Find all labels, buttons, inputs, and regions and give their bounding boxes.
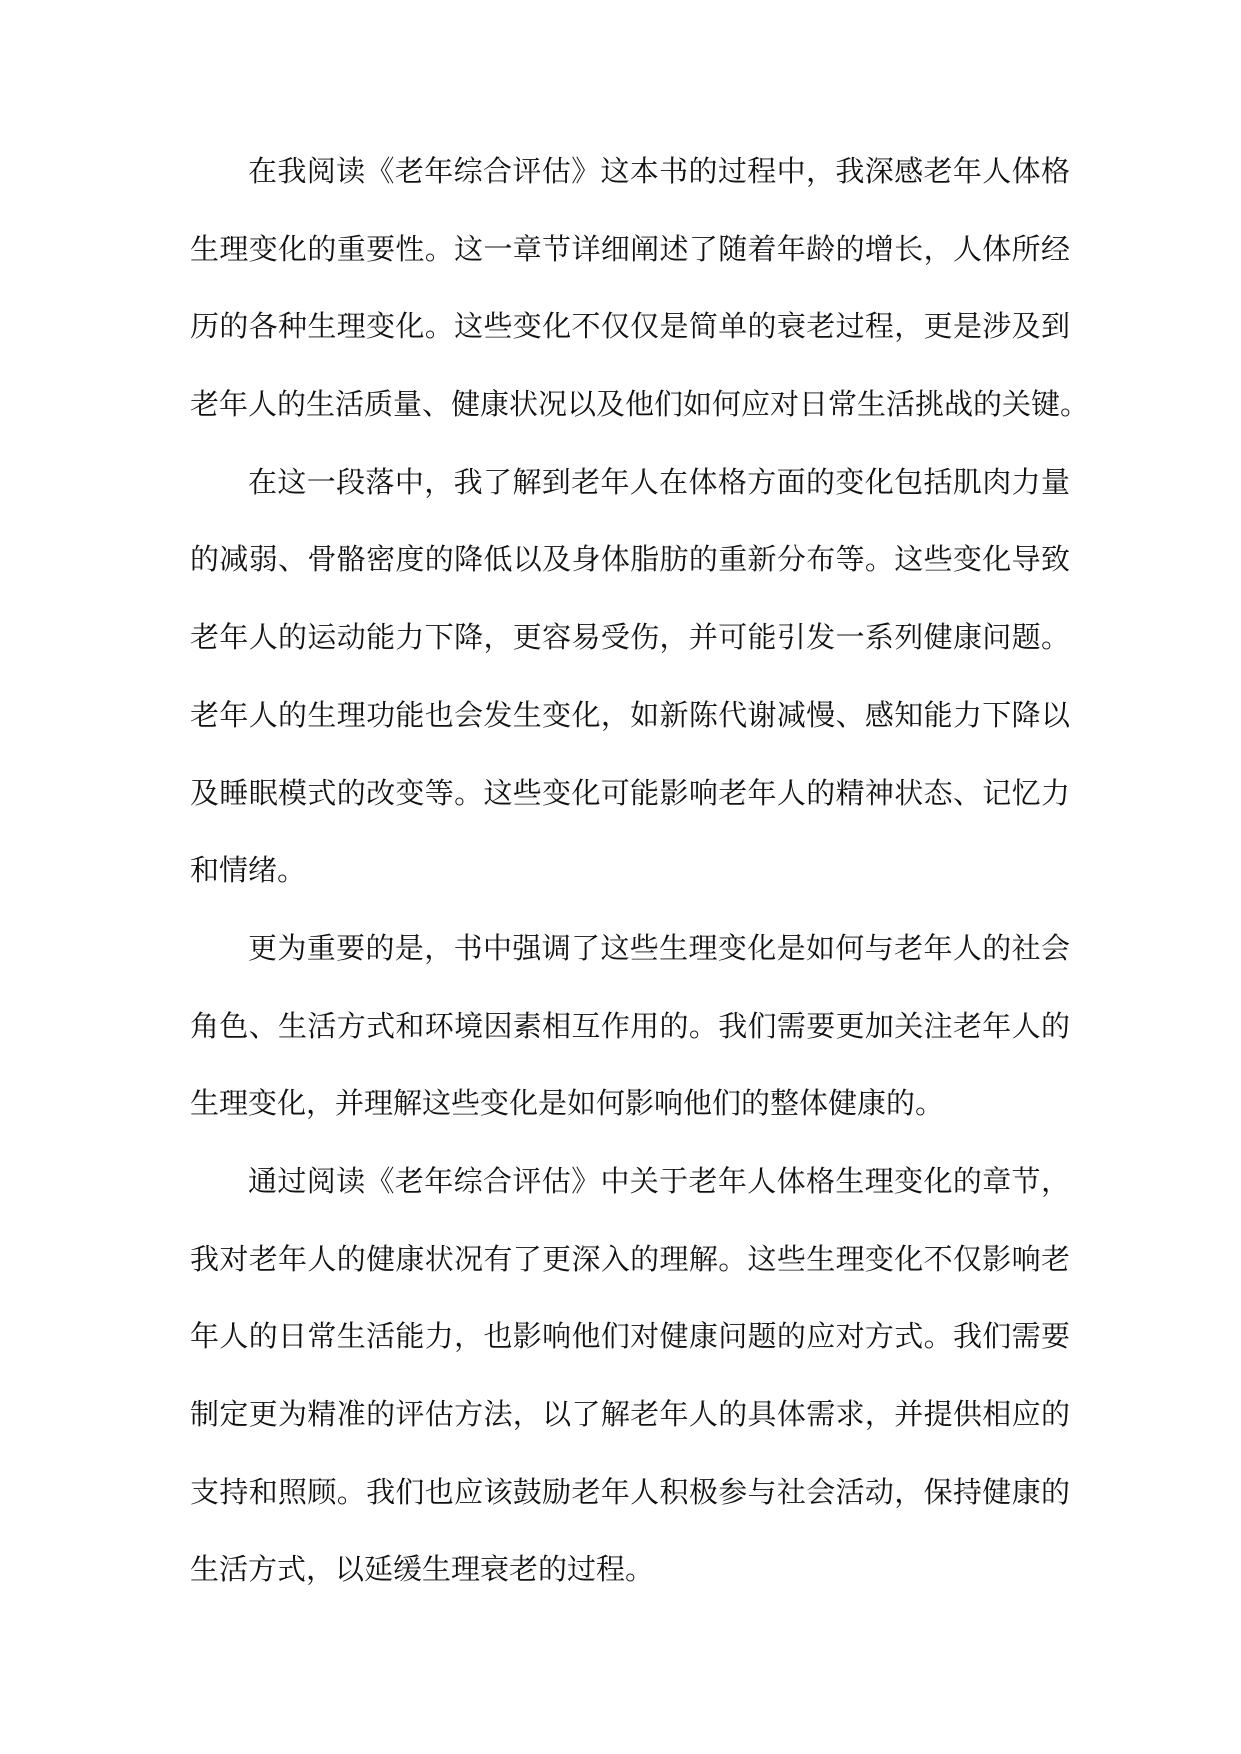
paragraph-line: 生理变化，并理解这些变化是如何影响他们的整体健康的。 [190, 1086, 945, 1121]
paragraph-line: 生理变化的重要性。这一章节详细阐述了随着年龄的增长，人体所经 [190, 231, 1070, 266]
paragraph-line: 在我阅读《老年综合评估》这本书的过程中，我深感老年人体格 [248, 154, 1070, 188]
paragraph-line: 角色、生活方式和环境因素相互作用的。我们需要更加关注老年人的 [190, 1008, 1070, 1043]
paragraph-line: 支持和照顾。我们也应该鼓励老年人积极参与社会活动，保持健康的 [190, 1474, 1070, 1509]
paragraph-line: 和情绪。 [190, 853, 307, 888]
paragraph-2 [190, 453, 1070, 919]
document-body [190, 142, 1090, 1618]
paragraph-line: 我对老年人的健康状况有了更深入的理解。这些生理变化不仅影响老 [190, 1241, 1070, 1276]
paragraph-line: 老年人的生活质量、健康状况以及他们如何应对日常生活挑战的关键。 [190, 387, 1090, 422]
paragraph-line: 的减弱、骨骼密度的降低以及身体脂肪的重新分布等。这些变化导致 [190, 542, 1070, 577]
paragraph-line: 更为重要的是，书中强调了这些生理变化是如何与老年人的社会 [248, 930, 1070, 965]
paragraph-line: 老年人的运动能力下降，更容易受伤，并可能引发一系列健康问题。 [190, 620, 1070, 655]
paragraph-4 [190, 1152, 1070, 1618]
paragraph-3 [190, 919, 1070, 1152]
paragraph-line: 在这一段落中，我了解到老年人在体格方面的变化包括肌肉力量 [248, 464, 1070, 499]
paragraph-line: 及睡眠模式的改变等。这些变化可能影响老年人的精神状态、记忆力 [190, 775, 1070, 810]
paragraph-1 [190, 142, 1090, 453]
paragraph-line: 通过阅读《老年综合评估》中关于老年人体格生理变化的章节， [248, 1163, 1070, 1198]
paragraph-line: 历的各种生理变化。这些变化不仅仅是简单的衰老过程，更是涉及到 [190, 309, 1070, 344]
paragraph-line: 生活方式，以延缓生理衰老的过程。 [190, 1552, 655, 1587]
paragraph-line: 老年人的生理功能也会发生变化，如新陈代谢减慢、感知能力下降以 [190, 697, 1070, 732]
paragraph-line: 制定更为精准的评估方法，以了解老年人的具体需求，并提供相应的 [190, 1397, 1070, 1431]
paragraph-line: 年人的日常生活能力，也影响他们对健康问题的应对方式。我们需要 [190, 1319, 1070, 1354]
